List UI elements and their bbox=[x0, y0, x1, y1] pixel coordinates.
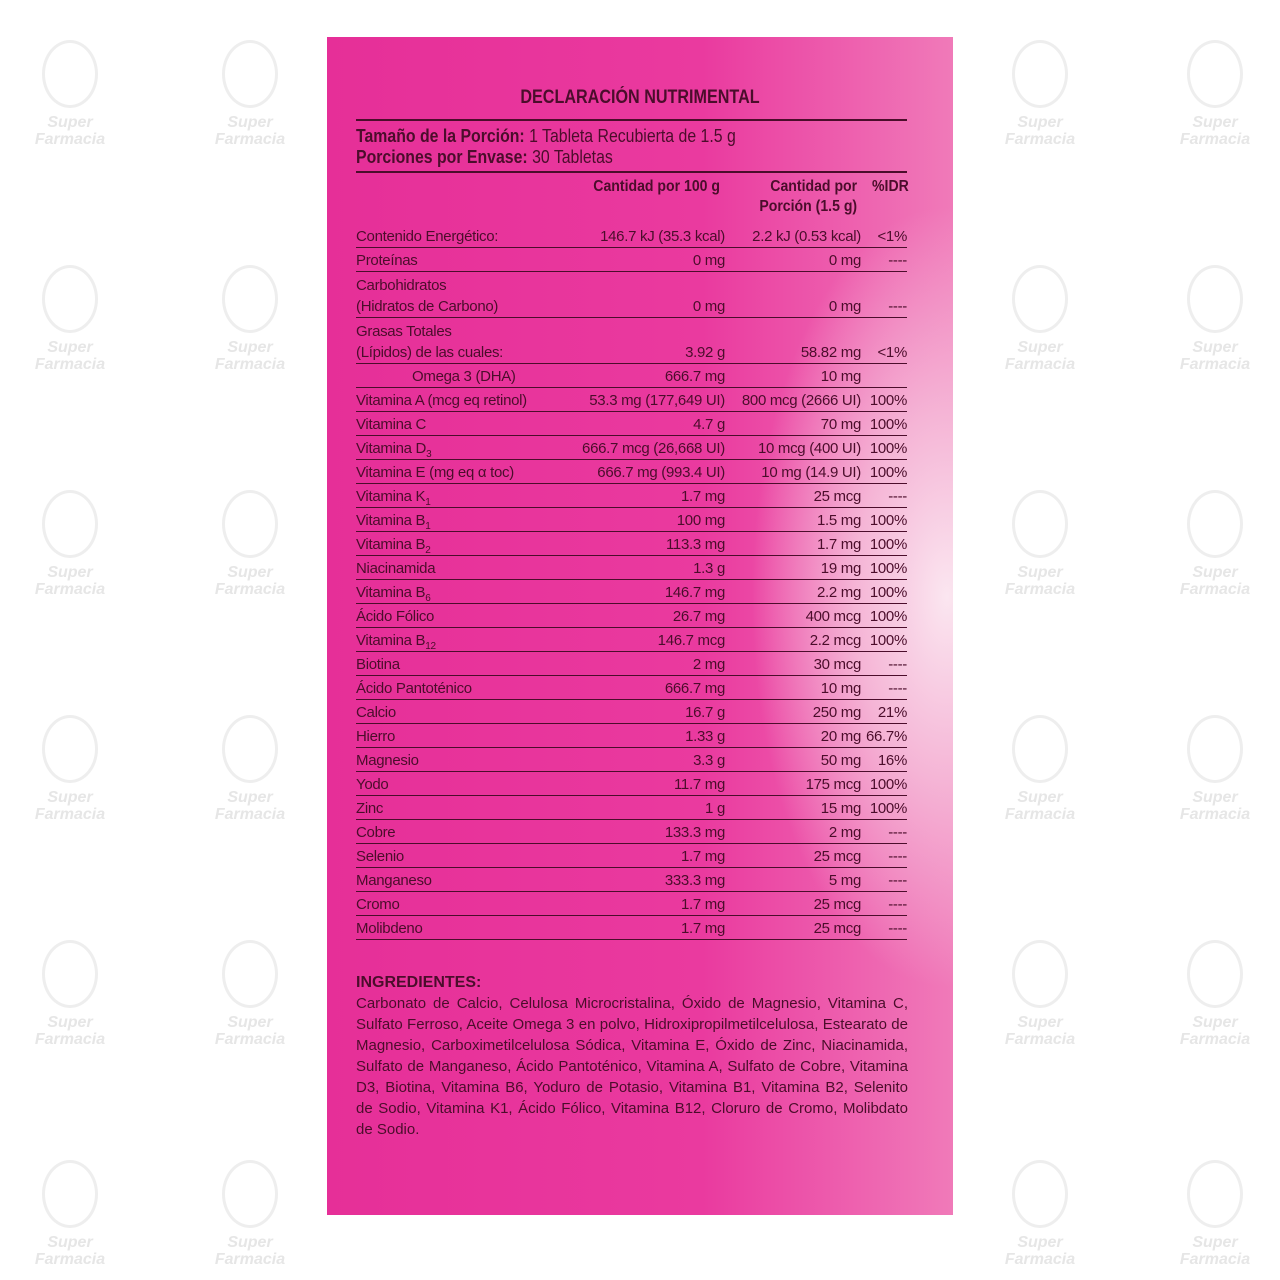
table-row bbox=[356, 604, 907, 628]
nutrient-name: Vitamina K bbox=[356, 488, 426, 505]
table-row bbox=[356, 318, 907, 364]
amount-per-100g: 2 mg bbox=[692, 656, 725, 673]
amount-per-portion: 0 mg bbox=[828, 252, 861, 269]
table-row bbox=[356, 248, 907, 272]
idr-percent: ---- bbox=[888, 848, 907, 865]
watermark-seal-icon bbox=[1012, 940, 1068, 1008]
watermark-seal-icon bbox=[42, 715, 98, 783]
amount-per-100g: 146.7 mg bbox=[664, 584, 725, 601]
idr-percent: ---- bbox=[888, 298, 907, 315]
watermark-logo bbox=[200, 40, 300, 148]
amount-per-100g: 100 mg bbox=[676, 512, 725, 529]
amount-per-portion: 10 mcg (400 UI) bbox=[757, 440, 861, 457]
watermark-text: Super Farmacia bbox=[214, 1234, 286, 1268]
watermark-text: Super Farmacia bbox=[1179, 1014, 1251, 1048]
amount-per-100g: 333.3 mg bbox=[664, 872, 725, 889]
nutrition-table bbox=[356, 224, 907, 940]
watermark-logo bbox=[1165, 1160, 1265, 1268]
ingredients bbox=[356, 972, 908, 1140]
watermark-logo bbox=[20, 940, 120, 1048]
idr-percent: 100% bbox=[869, 800, 907, 817]
watermark-text: Super Farmacia bbox=[214, 114, 286, 148]
amount-per-100g: 3.92 g bbox=[685, 344, 725, 361]
nutrient-name: Vitamina C bbox=[356, 416, 427, 433]
table-row bbox=[356, 724, 907, 748]
watermark-text: Super Farmacia bbox=[1004, 339, 1076, 373]
nutrient-subscript: 1 bbox=[425, 521, 431, 532]
col-header-portion-line1: Cantidad por bbox=[770, 178, 857, 195]
amount-per-100g: 26.7 mg bbox=[672, 608, 725, 625]
col-header-portion-line2: Porción (1.5 g) bbox=[759, 198, 857, 215]
amount-per-portion: 25 mcg bbox=[813, 848, 861, 865]
idr-percent: 100% bbox=[869, 584, 907, 601]
watermark-logo bbox=[200, 490, 300, 598]
watermark-text: Super Farmacia bbox=[1179, 564, 1251, 598]
amount-per-100g: 3.3 g bbox=[693, 752, 725, 769]
serving-info bbox=[356, 126, 736, 168]
amount-per-100g: 4.7 g bbox=[693, 416, 725, 433]
nutrient-name: Vitamina A (mcg eq retinol) bbox=[356, 392, 527, 409]
nutrient-name: Contenido Energético: bbox=[356, 228, 499, 245]
idr-percent: 100% bbox=[869, 392, 907, 409]
watermark-logo bbox=[990, 940, 1090, 1048]
nutrient-name: Vitamina D bbox=[356, 440, 427, 457]
amount-per-100g: 146.7 mcg bbox=[657, 632, 725, 649]
table-row bbox=[356, 580, 907, 604]
watermark-seal-icon bbox=[1012, 715, 1068, 783]
nutrient-name: Biotina bbox=[356, 656, 400, 673]
idr-percent: ---- bbox=[888, 896, 907, 913]
watermark-seal-icon bbox=[1187, 40, 1243, 108]
watermark-seal-icon bbox=[42, 40, 98, 108]
idr-percent: 100% bbox=[869, 536, 907, 553]
amount-per-portion: 25 mcg bbox=[813, 896, 861, 913]
amount-per-portion: 5 mg bbox=[828, 872, 861, 889]
watermark-logo bbox=[990, 490, 1090, 598]
watermark-text: Super Farmacia bbox=[1179, 114, 1251, 148]
watermark-logo bbox=[1165, 490, 1265, 598]
amount-per-100g: 113.3 mg bbox=[665, 536, 725, 553]
idr-percent: 100% bbox=[869, 416, 907, 433]
table-row bbox=[356, 652, 907, 676]
watermark-logo bbox=[200, 715, 300, 823]
amount-per-portion: 70 mg bbox=[820, 416, 861, 433]
idr-percent: <1% bbox=[877, 228, 907, 245]
table-row bbox=[356, 460, 907, 484]
watermark-seal-icon bbox=[1187, 940, 1243, 1008]
watermark-seal-icon bbox=[1187, 715, 1243, 783]
idr-percent: 16% bbox=[877, 752, 907, 769]
servings-per-container-label: Porciones por Envase: bbox=[356, 147, 528, 167]
watermark-logo bbox=[990, 40, 1090, 148]
table-row bbox=[356, 820, 907, 844]
amount-per-portion: 25 mcg bbox=[813, 488, 861, 505]
idr-percent: ---- bbox=[888, 872, 907, 889]
idr-percent: ---- bbox=[888, 656, 907, 673]
amount-per-100g: 666.7 mcg (26,668 UI) bbox=[582, 440, 725, 457]
watermark-text: Super Farmacia bbox=[1004, 1234, 1076, 1268]
table-row bbox=[356, 892, 907, 916]
amount-per-portion: 25 mcg bbox=[813, 920, 861, 937]
amount-per-100g: 666.7 mg bbox=[664, 680, 725, 697]
watermark-logo bbox=[1165, 715, 1265, 823]
watermark-text: Super Farmacia bbox=[1179, 1234, 1251, 1268]
watermark-seal-icon bbox=[222, 490, 278, 558]
watermark-text: Super Farmacia bbox=[34, 339, 106, 373]
watermark-seal-icon bbox=[222, 1160, 278, 1228]
idr-percent: 100% bbox=[869, 560, 907, 577]
nutrient-subscript: 12 bbox=[425, 641, 436, 652]
nutrient-name: Molibdeno bbox=[356, 920, 423, 937]
amount-per-100g: 1.7 mg bbox=[680, 920, 725, 937]
nutrient-name: Omega 3 (DHA) bbox=[412, 368, 516, 385]
amount-per-portion: 15 mg bbox=[820, 800, 861, 817]
watermark-seal-icon bbox=[42, 1160, 98, 1228]
ingredients-title: INGREDIENTES: bbox=[356, 974, 482, 991]
idr-percent: ---- bbox=[888, 824, 907, 841]
amount-per-100g: 11.7 mg bbox=[674, 776, 725, 793]
watermark-seal-icon bbox=[1187, 265, 1243, 333]
nutrient-name: Cromo bbox=[356, 896, 400, 913]
servings-per-container-value: 30 Tabletas bbox=[532, 147, 613, 167]
table-row bbox=[356, 796, 907, 820]
idr-percent: 100% bbox=[869, 632, 907, 649]
watermark-text: Super Farmacia bbox=[1004, 564, 1076, 598]
idr-percent: 100% bbox=[869, 608, 907, 625]
watermark-text: Super Farmacia bbox=[1004, 789, 1076, 823]
watermark-text: Super Farmacia bbox=[34, 564, 106, 598]
idr-percent: ---- bbox=[888, 680, 907, 697]
watermark-logo bbox=[1165, 40, 1265, 148]
table-row bbox=[356, 628, 907, 652]
nutrient-name: Niacinamida bbox=[356, 560, 436, 577]
watermark-logo bbox=[200, 940, 300, 1048]
watermark-text: Super Farmacia bbox=[214, 564, 286, 598]
nutrient-name: Vitamina B bbox=[356, 512, 426, 529]
table-row bbox=[356, 484, 907, 508]
watermark-text: Super Farmacia bbox=[214, 1014, 286, 1048]
watermark-text: Super Farmacia bbox=[34, 114, 106, 148]
watermark-logo bbox=[200, 1160, 300, 1268]
watermark-seal-icon bbox=[222, 40, 278, 108]
watermark-seal-icon bbox=[222, 265, 278, 333]
amount-per-100g: 53.3 mg (177,649 UI) bbox=[589, 392, 725, 409]
nutrient-name: Hierro bbox=[356, 728, 396, 745]
watermark-logo bbox=[200, 265, 300, 373]
watermark-seal-icon bbox=[42, 490, 98, 558]
label-title: DECLARACIÓN NUTRIMENTAL bbox=[520, 87, 760, 108]
amount-per-portion: 19 mg bbox=[820, 560, 861, 577]
amount-per-portion: 58.82 mg bbox=[800, 344, 861, 361]
amount-per-portion: 2.2 mcg bbox=[809, 632, 861, 649]
amount-per-100g: 1.7 mg bbox=[680, 896, 725, 913]
watermark-logo bbox=[990, 1160, 1090, 1268]
serving-size-value: 1 Tableta Recubierta de 1.5 g bbox=[529, 126, 736, 146]
amount-per-portion: 2 mg bbox=[828, 824, 861, 841]
table-row bbox=[356, 388, 907, 412]
amount-per-100g: 1.7 mg bbox=[680, 488, 725, 505]
amount-per-100g: 133.3 mg bbox=[664, 824, 725, 841]
table-row bbox=[356, 364, 907, 388]
idr-percent: 100% bbox=[869, 512, 907, 529]
amount-per-100g: 666.7 mg (993.4 UI) bbox=[597, 464, 725, 481]
nutrient-name: Vitamina B bbox=[356, 632, 426, 649]
nutrient-name: Vitamina B bbox=[356, 584, 426, 601]
nutrient-name-line2: (Hidratos de Carbono) bbox=[356, 298, 499, 315]
amount-per-portion: 1.5 mg bbox=[816, 512, 861, 529]
amount-per-portion: 2.2 kJ (0.53 kcal) bbox=[752, 228, 861, 245]
table-row bbox=[356, 532, 907, 556]
table-row bbox=[356, 556, 907, 580]
watermark-logo bbox=[990, 715, 1090, 823]
divider bbox=[356, 119, 907, 121]
watermark-seal-icon bbox=[42, 940, 98, 1008]
watermark-text: Super Farmacia bbox=[214, 789, 286, 823]
table-row bbox=[356, 748, 907, 772]
watermark-seal-icon bbox=[1012, 265, 1068, 333]
table-row bbox=[356, 436, 907, 460]
nutrient-subscript: 6 bbox=[425, 593, 431, 604]
watermark-logo bbox=[20, 490, 120, 598]
nutrient-name: Calcio bbox=[356, 704, 396, 721]
watermark-logo bbox=[20, 1160, 120, 1268]
amount-per-portion: 2.2 mg bbox=[816, 584, 861, 601]
watermark-text: Super Farmacia bbox=[34, 1234, 106, 1268]
watermark-text: Super Farmacia bbox=[1004, 114, 1076, 148]
watermark-seal-icon bbox=[1012, 1160, 1068, 1228]
idr-percent: 66.7% bbox=[865, 728, 907, 745]
watermark-seal-icon bbox=[1187, 1160, 1243, 1228]
serving-size-label: Tamaño de la Porción: bbox=[356, 126, 525, 146]
nutrient-name: Magnesio bbox=[356, 752, 419, 769]
table-row bbox=[356, 700, 907, 724]
watermark-logo bbox=[20, 265, 120, 373]
col-header-per100: Cantidad por 100 g bbox=[593, 178, 720, 195]
watermark-logo bbox=[1165, 265, 1265, 373]
amount-per-portion: 10 mg bbox=[820, 368, 861, 385]
watermark-seal-icon bbox=[42, 265, 98, 333]
table-row bbox=[356, 676, 907, 700]
watermark-text: Super Farmacia bbox=[1179, 339, 1251, 373]
table-row bbox=[356, 916, 907, 940]
nutrient-name: Proteínas bbox=[356, 252, 418, 269]
idr-percent: 100% bbox=[869, 776, 907, 793]
table-row bbox=[356, 844, 907, 868]
amount-per-portion: 20 mg bbox=[820, 728, 861, 745]
amount-per-100g: 1.7 mg bbox=[680, 848, 725, 865]
table-row bbox=[356, 412, 907, 436]
nutrient-name: Vitamina B bbox=[356, 536, 426, 553]
watermark-seal-icon bbox=[222, 715, 278, 783]
amount-per-portion: 800 mcg (2666 UI) bbox=[741, 392, 861, 409]
col-header-idr: %IDR bbox=[872, 178, 909, 195]
nutrient-name: Grasas Totales bbox=[356, 323, 452, 340]
ingredients-text: Carbonato de Calcio, Celulosa Microcristalina, Óxido de Magnesio, Vitamina C, Sulfato Ferroso, Aceite Omega 3 en polvo, Hidroxipropilmetilcelulosa, Estearato de Magnesio, Carboximetilcelulosa Sódica, Vitamina E, Óxido de Zinc, Niacinamida, Sulfato de Manganeso, Ácido Pantoténico, Vitamina A, Sulfato de Cobre, Vitamina D3, Biotina, Vitamina B6, Yoduro de Potasio, Vitamina B1, Vitamina B2, Selenito de Sodio, Vitamina K1, Ácido Fólico, Vitamina B12, Cloruro de Cromo, Molibdato de Sodio. bbox=[356, 995, 908, 1138]
nutrient-name: Cobre bbox=[356, 824, 396, 841]
amount-per-portion: 10 mg (14.9 UI) bbox=[761, 464, 861, 481]
idr-percent: 100% bbox=[869, 464, 907, 481]
amount-per-100g: 1 g bbox=[705, 800, 725, 817]
amount-per-100g: 666.7 mg bbox=[664, 368, 725, 385]
idr-percent: ---- bbox=[888, 488, 907, 505]
table-row bbox=[356, 508, 907, 532]
watermark-logo bbox=[20, 40, 120, 148]
table-row bbox=[356, 868, 907, 892]
watermark-logo bbox=[1165, 940, 1265, 1048]
amount-per-100g: 146.7 kJ (35.3 kcal) bbox=[600, 228, 725, 245]
nutrient-name: Yodo bbox=[356, 776, 389, 793]
nutrient-name: Carbohidratos bbox=[356, 277, 447, 294]
watermark-seal-icon bbox=[1187, 490, 1243, 558]
amount-per-100g: 16.7 g bbox=[685, 704, 725, 721]
watermark-logo bbox=[990, 265, 1090, 373]
amount-per-portion: 1.7 mg bbox=[816, 536, 861, 553]
nutrient-name: Zinc bbox=[356, 800, 384, 817]
nutrient-subscript: 2 bbox=[425, 545, 431, 556]
watermark-text: Super Farmacia bbox=[1179, 789, 1251, 823]
amount-per-100g: 0 mg bbox=[692, 252, 725, 269]
amount-per-portion: 175 mcg bbox=[805, 776, 861, 793]
nutrient-name: Manganeso bbox=[356, 872, 432, 889]
amount-per-100g: 0 mg bbox=[692, 298, 725, 315]
amount-per-portion: 400 mcg bbox=[805, 608, 861, 625]
nutrient-name: Ácido Fólico bbox=[356, 608, 435, 625]
idr-percent: ---- bbox=[888, 252, 907, 269]
watermark-text: Super Farmacia bbox=[34, 789, 106, 823]
nutrient-subscript: 3 bbox=[426, 449, 432, 460]
watermark-text: Super Farmacia bbox=[34, 1014, 106, 1048]
amount-per-portion: 30 mcg bbox=[813, 656, 861, 673]
idr-percent: 21% bbox=[877, 704, 907, 721]
watermark-seal-icon bbox=[1012, 40, 1068, 108]
col-header-portion bbox=[759, 177, 857, 217]
watermark-logo bbox=[20, 715, 120, 823]
table-row bbox=[356, 772, 907, 796]
nutrient-name: Vitamina E (mg eq α toc) bbox=[356, 464, 514, 481]
amount-per-portion: 0 mg bbox=[828, 298, 861, 315]
nutrition-label bbox=[327, 37, 953, 1215]
watermark-seal-icon bbox=[222, 940, 278, 1008]
idr-percent: <1% bbox=[877, 344, 907, 361]
watermark-text: Super Farmacia bbox=[214, 339, 286, 373]
table-row bbox=[356, 224, 907, 248]
amount-per-100g: 1.3 g bbox=[693, 560, 725, 577]
table-row bbox=[356, 272, 907, 318]
divider bbox=[356, 171, 907, 173]
watermark-seal-icon bbox=[1012, 490, 1068, 558]
amount-per-100g: 1.33 g bbox=[685, 728, 725, 745]
nutrient-subscript: 1 bbox=[425, 497, 431, 508]
amount-per-portion: 250 mg bbox=[812, 704, 861, 721]
nutrient-name-line2: (Lípidos) de las cuales: bbox=[356, 344, 504, 361]
idr-percent: 100% bbox=[869, 440, 907, 457]
amount-per-portion: 10 mg bbox=[820, 680, 861, 697]
idr-percent: ---- bbox=[888, 920, 907, 937]
nutrient-name: Selenio bbox=[356, 848, 404, 865]
amount-per-portion: 50 mg bbox=[820, 752, 861, 769]
nutrient-name: Ácido Pantoténico bbox=[356, 680, 472, 697]
watermark-text: Super Farmacia bbox=[1004, 1014, 1076, 1048]
